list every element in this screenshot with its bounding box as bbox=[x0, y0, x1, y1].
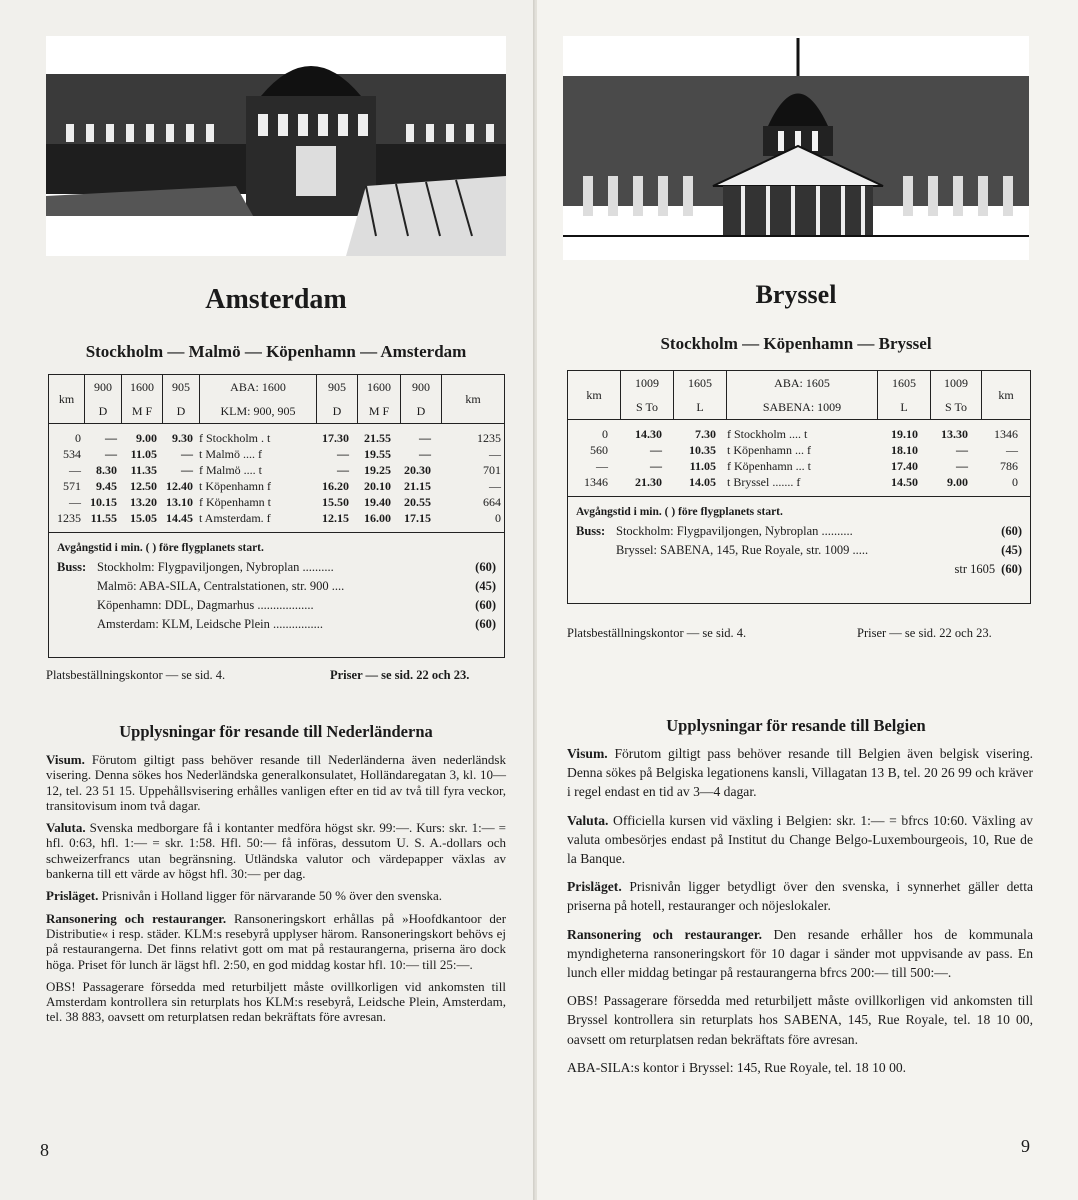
info-paragraph: OBS! Passagerare försedda med returbiljett måste ovillkorligen vid ankomsten till Amsterdam kontrollera sin returplats hos KLM:s resebyrå, Leidsche Plein, Amsterdam, tel. 38 883, oavsett om returplatsen redan bekräftats före avresan. bbox=[46, 978, 506, 1025]
cell: f Malmö .... t bbox=[199, 463, 262, 477]
cell: — bbox=[650, 459, 662, 473]
cell: 18.10 bbox=[891, 443, 918, 457]
cell: 20.30 bbox=[404, 463, 431, 477]
cell: 0 bbox=[75, 431, 81, 445]
cell: 14.05 bbox=[689, 475, 716, 489]
info-text bbox=[46, 752, 506, 1032]
cell: 9.45 bbox=[96, 479, 117, 493]
header-cell: 905 D bbox=[317, 375, 358, 423]
table-row bbox=[568, 442, 1030, 458]
bus-minutes: (60) bbox=[1001, 562, 1022, 576]
cell: f Köpenhamn ... t bbox=[727, 459, 811, 473]
header-cell: 905 D bbox=[163, 375, 200, 423]
booking-reference: Platsbeställningskontor — se sid. 4. bbox=[567, 626, 747, 640]
departure-note: Avgångstid i min. ( ) före flygplanets start. bbox=[576, 506, 783, 518]
header-cell: km bbox=[49, 375, 85, 423]
timetable bbox=[48, 374, 505, 658]
table-row bbox=[49, 510, 504, 526]
cell: 11.05 bbox=[130, 447, 157, 461]
header-cell: ABA: 1605 SABENA: 1009 bbox=[727, 371, 878, 419]
bus-stop: Bryssel: SABENA, 145, Rue Royale, str. 1009 ..... bbox=[616, 543, 869, 557]
cell: 17.30 bbox=[322, 431, 349, 445]
header-cell: 900 D bbox=[85, 375, 122, 423]
cell: 786 bbox=[1000, 459, 1018, 473]
cell: 21.30 bbox=[635, 475, 662, 489]
cell: 0 bbox=[495, 511, 501, 525]
bus-line bbox=[576, 541, 1022, 560]
cell: 534 bbox=[63, 447, 81, 461]
cell: 0 bbox=[1012, 475, 1018, 489]
timetable-header bbox=[568, 371, 1030, 420]
header-cell: km bbox=[568, 371, 621, 419]
bus-line bbox=[57, 596, 496, 615]
cell: 7.30 bbox=[695, 427, 716, 441]
cell: — bbox=[105, 431, 117, 445]
cell: — bbox=[105, 447, 117, 461]
cell: 17.40 bbox=[891, 459, 918, 473]
cell: — bbox=[337, 463, 349, 477]
cell: 15.50 bbox=[322, 495, 349, 509]
header-cell: 900 D bbox=[401, 375, 442, 423]
cell: — bbox=[181, 463, 193, 477]
bus-line bbox=[57, 615, 496, 634]
page-right bbox=[537, 0, 1078, 1200]
cell: — bbox=[489, 479, 501, 493]
info-title: Upplysningar för resande till Nederländerna bbox=[119, 722, 433, 741]
cell: t Köpenhamn f bbox=[199, 479, 271, 493]
timetable-notes bbox=[49, 532, 504, 634]
info-text bbox=[567, 744, 1033, 1086]
bryssel-illustration bbox=[563, 36, 1029, 260]
cell: 16.00 bbox=[364, 511, 391, 525]
info-paragraph: Ransonering och restauranger. Ransoneringskort erhållas på »Hoofdkantoor der Distributie« i resp. städer. KLM:s resebyrå upplyser härom. Ransoneringskort behövs ej på restaurangerna. Det finns relativt gott om mat på restaurangerna, priserna äro dock höga. Priset för lunch är lägst hfl. 2:50, en god middag kostar hfl. 10:— till 25:—. bbox=[46, 910, 507, 972]
bus-minutes: (45) bbox=[475, 579, 496, 593]
route-title: Stockholm — Malmö — Köpenhamn — Amsterdam bbox=[85, 342, 467, 361]
cell: 11.05 bbox=[689, 459, 716, 473]
cell: — bbox=[419, 431, 431, 445]
header-cell: 1600 M F bbox=[122, 375, 163, 423]
info-paragraph: Ransonering och restauranger. Den resande erhåller hos de kommunala myndigheterna ransoneringskort för 10 dagar i sänder mot uppvisande av pass. En lunch eller middag betingar på restaurangerna bfrcs 200:— till 500:—. bbox=[567, 926, 1033, 981]
cell: 560 bbox=[590, 443, 608, 457]
bus-stop: Malmö: ABA-SILA, Centralstationen, str. 900 .... bbox=[97, 579, 345, 593]
cell: — bbox=[956, 443, 968, 457]
amsterdam-illustration bbox=[46, 36, 506, 256]
cell: f Stockholm .... t bbox=[727, 427, 808, 441]
table-row bbox=[568, 474, 1030, 490]
bus-label: Buss: bbox=[576, 524, 606, 538]
cell: — bbox=[69, 495, 81, 509]
cell: — bbox=[596, 459, 608, 473]
cell: 9.00 bbox=[136, 431, 157, 445]
cell: 13.10 bbox=[166, 495, 193, 509]
city-title: Amsterdam bbox=[205, 284, 347, 315]
cell: 19.10 bbox=[891, 427, 918, 441]
cell: — bbox=[650, 443, 662, 457]
info-title: Upplysningar för resande till Belgien bbox=[666, 716, 926, 735]
cell: f Köpenhamn t bbox=[199, 495, 271, 509]
header-cell: 1009 S To bbox=[621, 371, 674, 419]
cell: — bbox=[69, 463, 81, 477]
bus-line bbox=[576, 560, 1022, 579]
cell: 20.55 bbox=[404, 495, 431, 509]
bus-stop: str 1605 bbox=[954, 562, 996, 576]
cell: 14.45 bbox=[166, 511, 193, 525]
header-cell: 1600 M F bbox=[358, 375, 401, 423]
cell: 12.15 bbox=[322, 511, 349, 525]
cell: 14.30 bbox=[635, 427, 662, 441]
bus-line bbox=[57, 558, 496, 577]
cell: — bbox=[181, 447, 193, 461]
table-row bbox=[49, 478, 504, 494]
bus-minutes: (60) bbox=[1001, 524, 1022, 538]
timetable bbox=[567, 370, 1031, 604]
cell: 19.25 bbox=[364, 463, 391, 477]
header-cell: 1605 L bbox=[674, 371, 727, 419]
bus-stop: Köpenhamn: DDL, Dagmarhus .................. bbox=[97, 598, 314, 612]
cell: 12.40 bbox=[166, 479, 193, 493]
price-reference: Priser — se sid. 22 och 23. bbox=[330, 668, 470, 682]
header-cell: 1009 S To bbox=[931, 371, 982, 419]
timetable-notes bbox=[568, 496, 1030, 579]
info-paragraph: ABA-SILA:s kontor i Bryssel: 145, Rue Royale, tel. 18 10 00. bbox=[567, 1059, 907, 1075]
cell: 21.55 bbox=[364, 431, 391, 445]
page-number: 8 bbox=[40, 1140, 49, 1160]
cell: 14.50 bbox=[891, 475, 918, 489]
cell: 1346 bbox=[994, 427, 1018, 441]
bus-line bbox=[576, 522, 1022, 541]
booking-reference: Platsbeställningskontor — se sid. 4. bbox=[46, 668, 226, 682]
bus-minutes: (60) bbox=[475, 560, 496, 574]
cell: t Bryssel ....... f bbox=[727, 475, 801, 489]
header-cell: ABA: 1600 KLM: 900, 905 bbox=[200, 375, 317, 423]
header-cell: 1605 L bbox=[878, 371, 931, 419]
cell: 701 bbox=[483, 463, 501, 477]
cell: t Malmö .... f bbox=[199, 447, 262, 461]
bus-line bbox=[57, 577, 496, 596]
timetable-header bbox=[49, 375, 504, 424]
header-cell: km bbox=[998, 387, 1014, 402]
cell: f Stockholm . t bbox=[199, 431, 271, 445]
page-left bbox=[0, 0, 535, 1200]
page-number: 9 bbox=[1021, 1136, 1030, 1156]
cell: 8.30 bbox=[96, 463, 117, 477]
cell: 12.50 bbox=[130, 479, 157, 493]
cell: 16.20 bbox=[322, 479, 349, 493]
table-row bbox=[49, 446, 504, 462]
cell: 19.40 bbox=[364, 495, 391, 509]
cell: t Amsterdam. f bbox=[199, 511, 271, 525]
cell: 10.35 bbox=[689, 443, 716, 457]
bus-stop: Stockholm: Flygpaviljongen, Nybroplan .......... bbox=[616, 524, 853, 538]
table-row bbox=[568, 458, 1030, 474]
cell: 664 bbox=[483, 495, 501, 509]
bus-minutes: (60) bbox=[475, 598, 496, 612]
bus-minutes: (60) bbox=[475, 617, 496, 631]
cell: 1235 bbox=[477, 431, 501, 445]
cell: 9.00 bbox=[947, 475, 968, 489]
cell: 21.15 bbox=[404, 479, 431, 493]
bus-label: Buss: bbox=[57, 560, 87, 574]
info-paragraph: Visum. Förutom giltigt pass behöver resande till Nederländerna även nederländsk visering. Denna sökes hos Nederländska generalkonsulatet, Holländaregatan 3, kl. 10—12, tel. 23 51 15. Uppehållsvisering erhålles vanligen efter en tid av två till fyra veckor, transitovisum inom två dagar. bbox=[46, 752, 506, 813]
info-paragraph: Prisläget. Prisnivån i Holland ligger för närvarande 50 % över den svenska. bbox=[46, 888, 443, 904]
departure-note: Avgångstid i min. ( ) före flygplanets start. bbox=[57, 542, 264, 554]
cell: 0 bbox=[602, 427, 608, 441]
cell: 9.30 bbox=[172, 431, 193, 445]
cell: t Köpenhamn ... f bbox=[727, 443, 811, 457]
table-row bbox=[49, 494, 504, 510]
cell: 11.55 bbox=[90, 511, 117, 525]
cell: — bbox=[1006, 443, 1018, 457]
info-paragraph: Visum. Förutom giltigt pass behöver resande till Belgien även belgisk visering. Denna sökes på Belgiska legationens kansli, Villagatan 13 B, tel. 20 26 99 och kräver i regel endast en tid av 3—4 dagar. bbox=[567, 746, 1033, 800]
timetable-body bbox=[568, 420, 1030, 496]
cell: 1346 bbox=[584, 475, 608, 489]
route-title: Stockholm — Köpenhamn — Bryssel bbox=[660, 334, 932, 353]
info-paragraph: OBS! Passagerare försedda med returbiljett måste ovillkorligen vid ankomsten till Bryssel kontrollera sin returplats hos SABENA, 145, Rue Royale, tel. 18 10 00, oavsett om returplatsen redan bekräftats före avresan. bbox=[567, 993, 1033, 1047]
info-paragraph: Valuta. Officiella kursen vid växling i Belgien: skr. 1:— = bfrcs 10:60. Växling av valuta ombesörjes endast på Institut du Change Belgo-Luxembourgeois, 10, Rue de la Banque. bbox=[567, 812, 1033, 867]
header-cell: km bbox=[465, 391, 481, 406]
cell: — bbox=[419, 447, 431, 461]
cell: 1235 bbox=[57, 511, 81, 525]
cell: 15.05 bbox=[130, 511, 157, 525]
cell: — bbox=[489, 447, 501, 461]
table-row bbox=[49, 462, 504, 478]
table-row bbox=[49, 430, 504, 446]
info-paragraph: Valuta. Svenska medborgare få i kontanter medföra högst skr. 99:—. Kurs: skr. 1:— = hfl. 0:63, hfl. 1:— = skr. 1:58. Hfl. 50:— få införas, dessutom U. S. A.-dollars och schweizerfrancs utan begränsning. Utländska valutor och värdepapper växlas av bankerna till ett värde av högst hfl. 30:— per dag. bbox=[46, 820, 507, 882]
table-row bbox=[568, 426, 1030, 442]
cell: — bbox=[956, 459, 968, 473]
timetable-body bbox=[49, 424, 504, 532]
cell: 10.15 bbox=[90, 495, 117, 509]
city-title: Bryssel bbox=[755, 280, 837, 309]
cell: — bbox=[337, 447, 349, 461]
bus-minutes: (45) bbox=[1001, 543, 1022, 557]
cell: 571 bbox=[63, 479, 81, 493]
cell: 13.20 bbox=[130, 495, 157, 509]
bus-stop: Amsterdam: KLM, Leidsche Plein ................ bbox=[97, 617, 324, 631]
price-reference: Priser — se sid. 22 och 23. bbox=[857, 626, 992, 640]
cell: 20.10 bbox=[364, 479, 391, 493]
cell: 17.15 bbox=[404, 511, 431, 525]
cell: 11.35 bbox=[130, 463, 157, 477]
bus-stop: Stockholm: Flygpaviljongen, Nybroplan .......... bbox=[97, 560, 334, 574]
info-paragraph: Prisläget. Prisnivån ligger betydligt över den svenska, i synnerhet gäller detta priserna på hotell, restauranger och nöjeslokaler. bbox=[567, 879, 1033, 914]
cell: 19.55 bbox=[364, 447, 391, 461]
cell: 13.30 bbox=[941, 427, 968, 441]
